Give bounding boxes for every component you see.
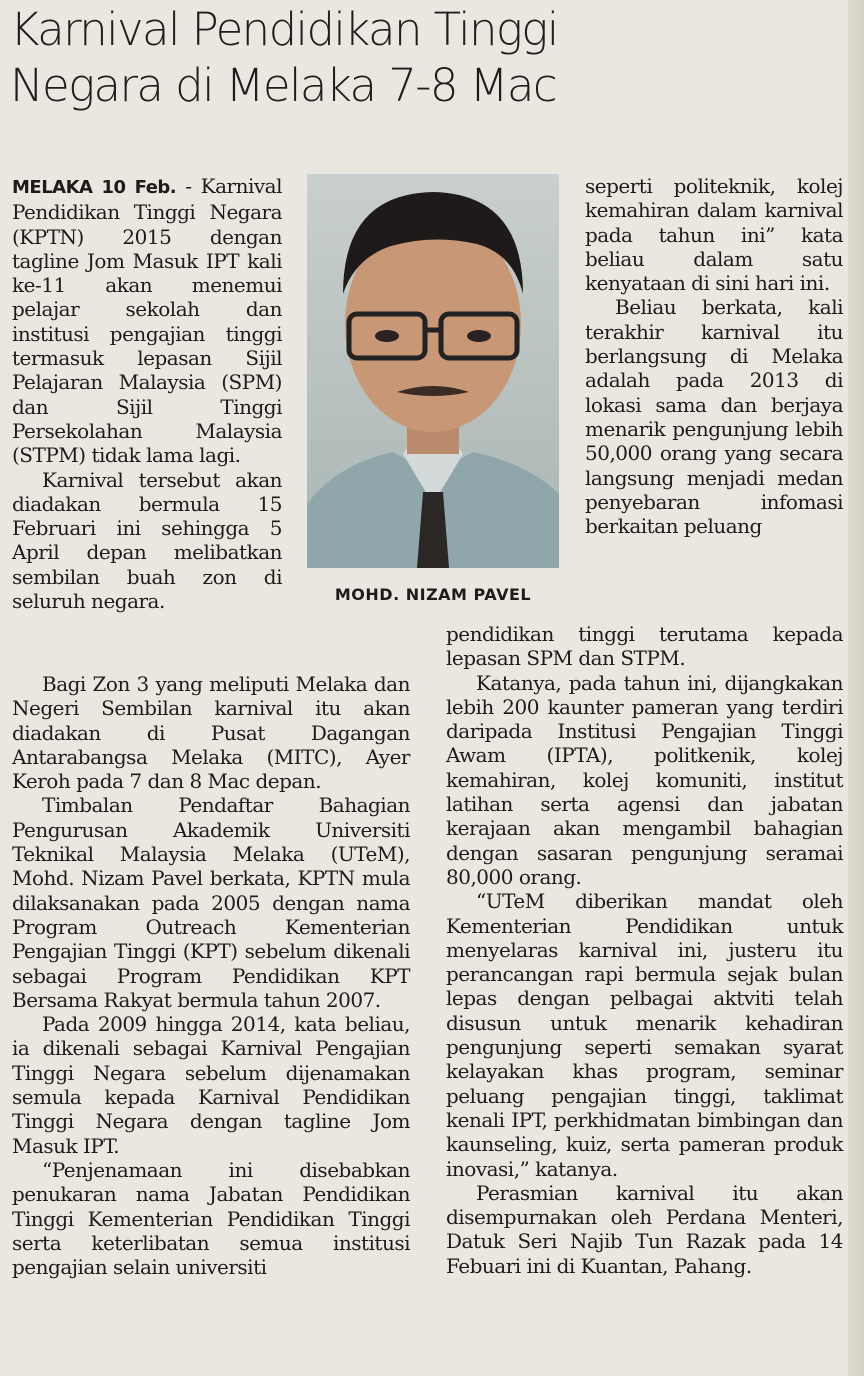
headline xyxy=(10,2,670,114)
article-paragraph: Karnival tersebut akan diadakan bermula 15 Februari ini sehingga 5 April depan melibatkan sembilan buah zon di seluruh negara. xyxy=(12,467,282,614)
photo-caption: MOHD. NIZAM PAVEL xyxy=(334,585,532,604)
article-paragraph: Timbalan Pendaftar Bahagian Pengurusan Akademik Universiti Teknikal Malaysia Melaka (UTeM), Mohd. Nizam Pavel berkata, KPTN mula dilaksanakan pada 2005 dengan nama Program Outreach Kementerian Pengajian Tinggi (KPT) sebelum dikenali sebagai Program Pendidikan KPT Bersama Rakyat bermula tahun 2007. xyxy=(12,793,410,1012)
right-column xyxy=(446,622,843,1278)
portrait-illustration xyxy=(307,174,559,568)
article-paragraph: Bagi Zon 3 yang meliputi Melaka dan Negeri Sembilan karnival itu akan diadakan di Pusat Dagangan Antarabangsa Melaka (MITC), Ayer Keroh pada 7 dan 8 Mac depan. xyxy=(12,672,410,794)
headline-line-1: Karnival Pendidikan Tinggi xyxy=(10,3,558,56)
middle-column xyxy=(12,672,410,1279)
dateline-dash: - xyxy=(176,174,201,198)
article-paragraph: Katanya, pada tahun ini, dijangkakan lebih 200 kaunter pameran yang terdiri daripada Institusi Pengajian Tinggi Awam (IPTA), politkenik, kolej kemahiran, kolej komuniti, institut latihan serta agensi dan jabatan kerajaan akan mengambil bahagian dengan sasaran pengunjung seramai 80,000 orang. xyxy=(446,670,843,889)
article-paragraph: Beliau berkata, kali terakhir karnival itu berlangsung di Melaka adalah pada 2013 di lokasi sama dan berjaya menarik pengunjung lebih 50,000 orang yang secara langsung menjadi medan penyebaran infomasi berkaitan peluang xyxy=(585,295,843,539)
article-paragraph: Perasmian karnival itu akan disempurnakan oleh Perdana Menteri, Datuk Seri Najib Tun Razak pada 14 Febuari ini di Kuantan, Pahang. xyxy=(446,1180,843,1278)
headline-line-2: Negara di Melaka 7-8 Mac xyxy=(10,59,556,112)
adjacent-page-edge xyxy=(848,0,864,1376)
article-paragraph: seperti politeknik, kolej kemahiran dalam karnival pada tahun ini” kata beliau dalam satu kenyataan di sini hari ini. xyxy=(585,174,843,296)
article-paragraph: “UTeM diberikan mandat oleh Kementerian Pendidikan untuk menyelaras karnival ini, justeru itu perancangan rapi bermula sejak bulan lepas dengan pelbagai aktviti telah disusun untuk menarik kehadiran pengunjung seperti semakan syarat kelayakan khas program, seminar peluang pengajian tinggi, taklimat kenali IPT, perkhidmatan bimbingan dan kaunseling, kuiz, serta pameran produk inovasi,” katanya. xyxy=(446,889,843,1181)
lead-text: Karnival Pendidikan Tinggi Negara (KPTN) 2015 dengan tagline Jom Masuk IPT kali ke-11 akan menemui pelajar sekolah dan institusi pengajian tinggi termasuk lepasan Sijil Pelajaran Malaysia (SPM) dan Sijil Tinggi Persekolahan Malaysia (STPM) tidak lama lagi. xyxy=(12,174,282,468)
right-column-top xyxy=(585,174,843,538)
article-paragraph: pendidikan tinggi terutama kepada lepasan SPM dan STPM. xyxy=(446,622,843,671)
lead-column xyxy=(12,174,282,613)
article-paragraph: Pada 2009 hingga 2014, kata beliau, ia dikenali sebagai Karnival Pengajian Tinggi Negara sebelum dijenamakan semula kepada Karnival Pendidikan Tinggi Negara dengan tagline Jom Masuk IPT. xyxy=(12,1012,410,1158)
article-paragraph: “Penjenamaan ini disebabkan penukaran nama Jabatan Pendidikan Tinggi Kementerian Pendidikan Tinggi serta keterlibatan semua institusi pengajian selain universiti xyxy=(12,1157,410,1280)
dateline: MELAKA 10 Feb. xyxy=(12,177,177,198)
lead-paragraph xyxy=(12,174,282,468)
portrait-photo xyxy=(307,174,559,568)
